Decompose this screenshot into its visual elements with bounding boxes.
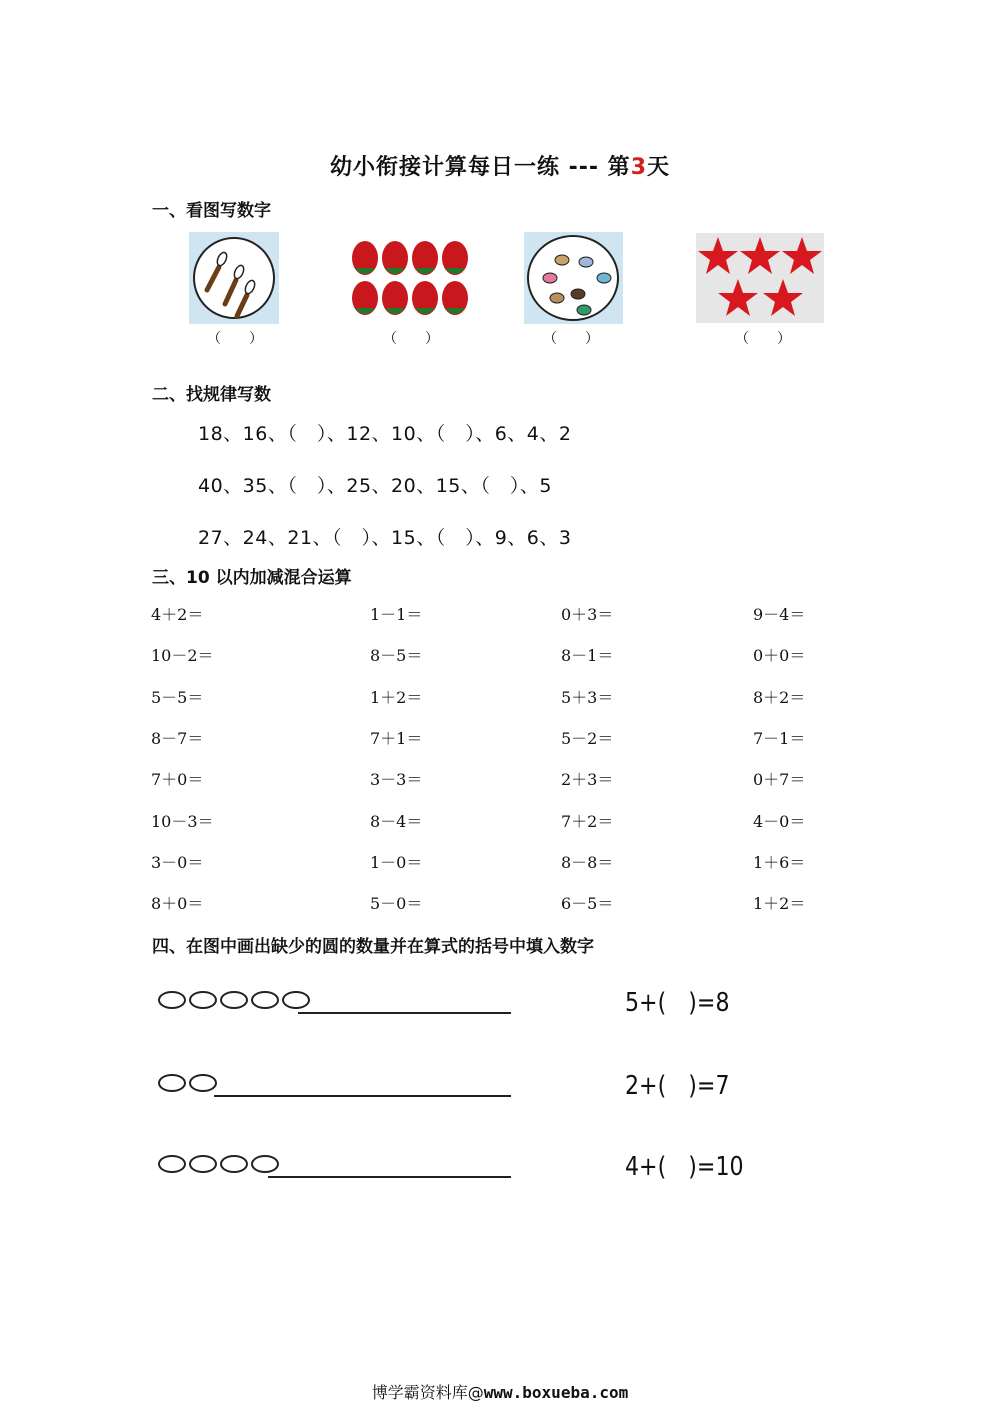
- circle: [189, 1074, 217, 1092]
- equation-item[interactable]: 7＋1＝: [370, 729, 423, 748]
- answer-paren-4[interactable]: （ ）: [735, 331, 791, 347]
- equation-item[interactable]: 8＋0＝: [151, 894, 204, 913]
- equation-item[interactable]: 7－1＝: [753, 729, 806, 748]
- circle-row-2: [158, 1073, 220, 1093]
- circle: [158, 1155, 186, 1173]
- stars-picture: [696, 233, 824, 323]
- equation-item[interactable]: 3－3＝: [370, 770, 423, 789]
- equation-item[interactable]: 4＋2＝: [151, 605, 204, 624]
- equation-item[interactable]: 3－0＝: [151, 853, 204, 872]
- candy-icon: [524, 232, 623, 324]
- footer-url[interactable]: www.boxueba.com: [483, 1383, 629, 1402]
- equation-item[interactable]: 9－4＝: [753, 605, 806, 624]
- equation-item[interactable]: 1＋2＝: [370, 688, 423, 707]
- candies-picture: [524, 232, 623, 324]
- equation-item[interactable]: 8－8＝: [561, 853, 614, 872]
- footer: [0, 1380, 1000, 1403]
- circle: [189, 1155, 217, 1173]
- equation-item[interactable]: 8－5＝: [370, 646, 423, 665]
- title-main: 幼小衔接计算每日一练 --- 第: [329, 155, 631, 180]
- equation-item[interactable]: 5＋3＝: [561, 688, 614, 707]
- equation-item[interactable]: 6－5＝: [561, 894, 614, 913]
- fill-equation-3[interactable]: 4+( )=10: [625, 1152, 744, 1182]
- draw-line-2[interactable]: [214, 1095, 511, 1097]
- circle: [282, 991, 310, 1009]
- equation-item[interactable]: 5－5＝: [151, 688, 204, 707]
- equation-item[interactable]: 0＋0＝: [753, 646, 806, 665]
- brushes-picture: [189, 232, 279, 324]
- flower-bud-icon: [350, 232, 470, 324]
- equation-item[interactable]: 5－2＝: [561, 729, 614, 748]
- brushes-icon: [189, 232, 279, 324]
- circle-row-3: [158, 1154, 282, 1174]
- circle: [158, 1074, 186, 1092]
- sequence-row-3: 27、24、21、（ ）、15、（ ）、9、6、3: [198, 527, 572, 549]
- equation-item[interactable]: 10－3＝: [151, 812, 214, 831]
- sequence-row-2: 40、35、（ ）、25、20、15、（ ）、5: [198, 475, 552, 497]
- circle: [189, 991, 217, 1009]
- section1-heading: 一、看图写数字: [152, 201, 271, 221]
- equation-item[interactable]: 1－1＝: [370, 605, 423, 624]
- equation-item[interactable]: 8－1＝: [561, 646, 614, 665]
- equation-item[interactable]: 8－4＝: [370, 812, 423, 831]
- section2-heading: 二、找规律写数: [152, 385, 271, 405]
- fill-equation-1[interactable]: 5+( )=8: [625, 988, 730, 1018]
- answer-paren-3[interactable]: （ ）: [543, 331, 599, 347]
- fill-equation-2[interactable]: 2+( )=7: [625, 1071, 730, 1101]
- page-title: [0, 150, 1000, 181]
- circle: [251, 991, 279, 1009]
- equation-item[interactable]: 0＋3＝: [561, 605, 614, 624]
- equation-item[interactable]: 1－0＝: [370, 853, 423, 872]
- equation-item[interactable]: 8＋2＝: [753, 688, 806, 707]
- equation-item[interactable]: 8－7＝: [151, 729, 204, 748]
- answer-paren-2[interactable]: （ ）: [383, 331, 439, 347]
- footer-text: 博学霸资料库@: [371, 1383, 484, 1402]
- equation-item[interactable]: 4－0＝: [753, 812, 806, 831]
- title-suffix: 天: [647, 155, 671, 180]
- equation-item[interactable]: 1＋6＝: [753, 853, 806, 872]
- circle: [220, 991, 248, 1009]
- equation-item[interactable]: 5－0＝: [370, 894, 423, 913]
- star-icon: [696, 233, 824, 323]
- circle: [158, 991, 186, 1009]
- draw-line-1[interactable]: [298, 1012, 511, 1014]
- section3-heading: 三、10 以内加减混合运算: [152, 568, 352, 588]
- buds-picture: [350, 232, 470, 324]
- circle-row-1: [158, 990, 313, 1010]
- equation-item[interactable]: 1＋2＝: [753, 894, 806, 913]
- equation-item[interactable]: 7＋2＝: [561, 812, 614, 831]
- equation-item[interactable]: 7＋0＝: [151, 770, 204, 789]
- equation-item[interactable]: 0＋7＝: [753, 770, 806, 789]
- circle: [220, 1155, 248, 1173]
- equation-item[interactable]: 2＋3＝: [561, 770, 614, 789]
- equation-item[interactable]: 10－2＝: [151, 646, 214, 665]
- draw-line-3[interactable]: [268, 1176, 511, 1178]
- sequence-row-1: 18、16、（ ）、12、10、（ ）、6、4、2: [198, 423, 572, 445]
- day-number: 3: [630, 155, 647, 180]
- section4-heading: 四、在图中画出缺少的圆的数量并在算式的括号中填入数字: [152, 937, 594, 957]
- answer-paren-1[interactable]: （ ）: [207, 331, 263, 347]
- circle: [251, 1155, 279, 1173]
